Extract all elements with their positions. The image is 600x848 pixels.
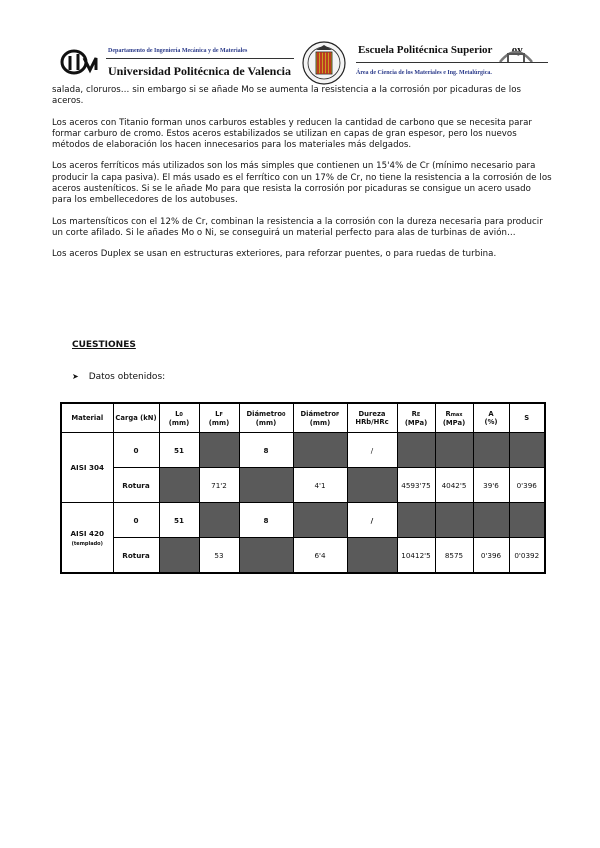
table-header-row (61, 403, 545, 433)
table-cell: 39'6 (473, 468, 509, 503)
table-cell: 10412'5 (397, 538, 435, 574)
university-name: Universidad Politécnica de Valencia (108, 64, 291, 78)
table-cell: 0'0392 (509, 538, 545, 574)
data-table (60, 402, 546, 574)
paragraph: Los martensíticos con el 12% de Cr, combinan la resistencia a la corrosión con la dureza necesaria para producir un corte afilado. Si le añades Mo o Ni, se conseguirá un material perfecto para alas de turbinas de avión… (52, 216, 543, 238)
col-header: S (509, 403, 545, 433)
shaded-cell (473, 433, 509, 468)
paragraph: salada, cloruros… sin embargo si se añade Mo se aumenta la resistencia a la corrosión por picaduras de los aceros. (52, 85, 522, 107)
paragraph: Los aceros con Titanio forman unos carburos estables y reducen la cantidad de carbono que se necesita parar formar carburo de cromo. Estos aceros estabilizados se utilizan en capas de gran espesor, pero los nuevos métodos de elaboración los hacen innecesarios para los materiales más delgados. (52, 117, 532, 151)
shaded-cell (239, 538, 293, 574)
table-cell: 0'396 (473, 538, 509, 574)
shaded-cell (509, 503, 545, 538)
area-name: Área de Ciencia de los Materiales e Ing. Metalúrgica. (356, 70, 492, 76)
table-cell: 4'1 (293, 468, 347, 503)
table-cell: 0 (113, 503, 159, 538)
shaded-cell (509, 433, 545, 468)
table-cell: / (347, 433, 397, 468)
table-row (61, 468, 545, 503)
table-cell: 4042'5 (435, 468, 473, 503)
shaded-cell (347, 468, 397, 503)
table-cell: 6'4 (293, 538, 347, 574)
table-cell: 0'396 (509, 468, 545, 503)
table-cell: 51 (159, 503, 199, 538)
header-rule-right (356, 62, 548, 63)
section-heading: CUESTIONES (72, 340, 136, 350)
crest-icon (296, 40, 352, 86)
col-header: L0 (mm) (159, 403, 199, 433)
header-rule-left (106, 58, 294, 59)
col-header: LF (mm) (199, 403, 239, 433)
shaded-cell (293, 433, 347, 468)
department-name: Departamento de Ingeniería Mecánica y de Materiales (108, 48, 248, 54)
shaded-cell (473, 503, 509, 538)
table-cell: 8 (239, 503, 293, 538)
shaded-cell (435, 503, 473, 538)
shaded-cell (199, 433, 239, 468)
table-cell: 8575 (435, 538, 473, 574)
page-header (60, 40, 550, 88)
bullet-text: Datos obtenidos: (88, 372, 166, 382)
body-text (52, 85, 552, 271)
col-header: A (%) (473, 403, 509, 433)
table-cell: Rotura (113, 538, 159, 574)
shaded-cell (397, 503, 435, 538)
material-cell: AISI 420 (templado) (61, 503, 113, 574)
arrow-bullet-icon: ➤ (72, 372, 79, 381)
shaded-cell (159, 538, 199, 574)
table-row (61, 433, 545, 468)
col-header: Rmax (MPa) (435, 403, 473, 433)
shaded-cell (159, 468, 199, 503)
col-header: DiámetroF (mm) (293, 403, 347, 433)
shaded-cell (435, 433, 473, 468)
shaded-cell (397, 433, 435, 468)
table-cell: / (347, 503, 397, 538)
table-cell: 8 (239, 433, 293, 468)
col-header: Carga (kN) (113, 403, 159, 433)
bullet-item (72, 372, 165, 382)
table-cell: 53 (199, 538, 239, 574)
table-cell: 4593'75 (397, 468, 435, 503)
paragraph: Los aceros Duplex se usan en estructuras exteriores, para reforzar puentes, o para ruedas de turbina. (52, 249, 497, 260)
table-cell: Rotura (113, 468, 159, 503)
paragraph: Los aceros ferríticos más utilizados son los más simples que contienen un 15'4% de Cr (mínimo necesario para producir la capa pasiva). El más usado es el ferrítico con un 17% de Cr, no tiene la resistencia a la corrosión de los aceros austeníticos. Si se le añade Mo para que resista la corrosión por picaduras se consigue un acero usado para los embellecedores de los autobuses. (52, 161, 552, 206)
table-cell: 0 (113, 433, 159, 468)
table-row (61, 538, 545, 574)
material-cell: AISI 304 (61, 433, 113, 503)
shaded-cell (293, 503, 347, 538)
table-row (61, 503, 545, 538)
table-cell: 51 (159, 433, 199, 468)
table-cell: 71'2 (199, 468, 239, 503)
school-name: Escuela Politécnica Superior oy (358, 44, 523, 56)
shaded-cell (239, 468, 293, 503)
university-logo-icon (60, 48, 104, 76)
shaded-cell (199, 503, 239, 538)
col-header: Diámetro0 (mm) (239, 403, 293, 433)
shaded-cell (347, 538, 397, 574)
col-header: RE (MPa) (397, 403, 435, 433)
col-header: Material (61, 403, 113, 433)
col-header: Dureza HRb/HRc (347, 403, 397, 433)
